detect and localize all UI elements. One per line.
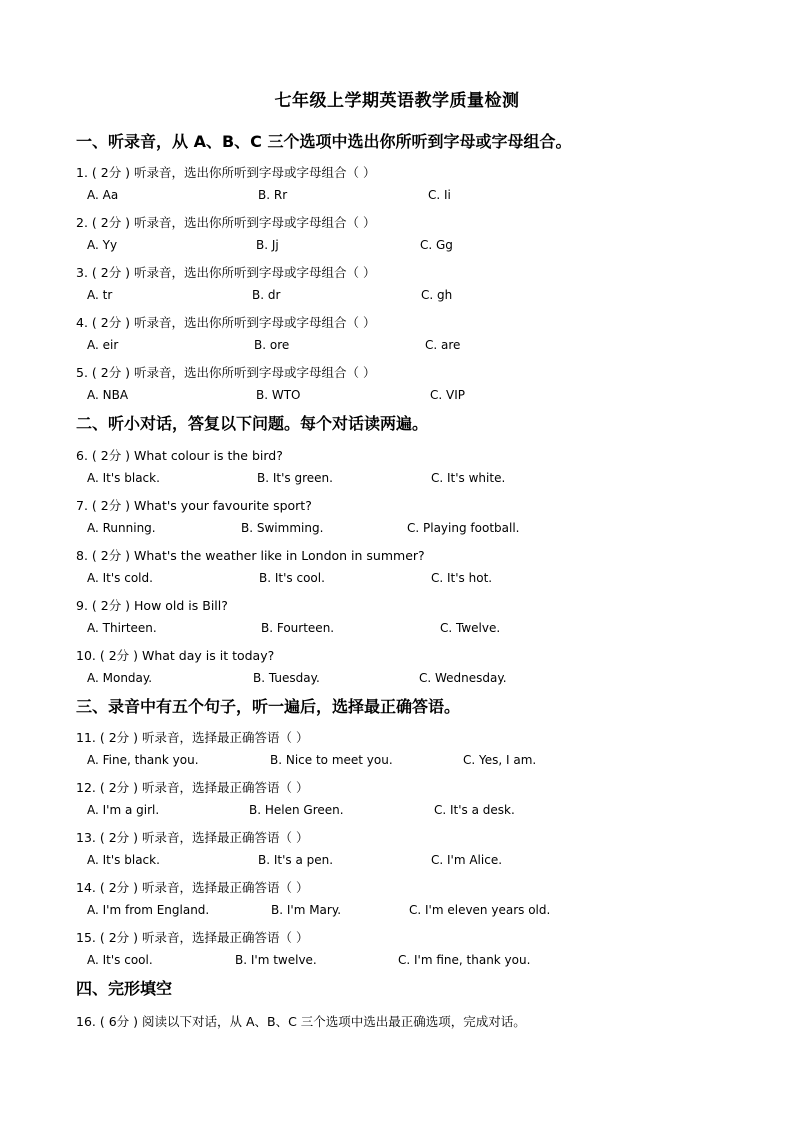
option-10b: B. Tuesday. xyxy=(253,671,320,685)
option-6a: A. It's black. xyxy=(87,471,160,485)
option-2b: B. Jj xyxy=(256,238,279,252)
section-heading-2: 二、听小对话，答复以下问题。每个对话读两遍。 xyxy=(76,414,429,433)
question-13: 13. ( 2分 ) 听录音，选择最正确答语（ ） xyxy=(76,830,309,845)
option-15c: C. I'm fine, thank you. xyxy=(398,953,531,967)
option-7b: B. Swimming. xyxy=(241,521,324,535)
option-11b: B. Nice to meet you. xyxy=(270,753,393,767)
option-12a: A. I'm a girl. xyxy=(87,803,160,817)
section-heading-4: 四、完形填空 xyxy=(76,979,173,998)
question-9: 9. ( 2分 ) How old is Bill? xyxy=(76,598,228,613)
question-6: 6. ( 2分 ) What colour is the bird? xyxy=(76,448,283,463)
option-1b: B. Rr xyxy=(258,188,288,202)
question-15: 15. ( 2分 ) 听录音，选择最正确答语（ ） xyxy=(76,930,309,945)
option-6c: C. It's white. xyxy=(431,471,506,485)
option-3a: A. tr xyxy=(87,288,113,302)
option-13c: C. I'm Alice. xyxy=(431,853,503,867)
question-14: 14. ( 2分 ) 听录音，选择最正确答语（ ） xyxy=(76,880,309,895)
option-9c: C. Twelve. xyxy=(440,621,501,635)
option-8a: A. It's cold. xyxy=(87,571,153,585)
page-title: 七年级上学期英语教学质量检测 xyxy=(274,91,520,111)
option-9a: A. Thirteen. xyxy=(87,621,157,635)
question-11: 11. ( 2分 ) 听录音，选择最正确答语（ ） xyxy=(76,730,309,745)
option-4a: A. eir xyxy=(87,338,119,352)
option-10a: A. Monday. xyxy=(87,671,153,685)
option-6b: B. It's green. xyxy=(257,471,333,485)
option-14c: C. I'm eleven years old. xyxy=(409,903,551,917)
option-13b: B. It's a pen. xyxy=(258,853,334,867)
option-12b: B. Helen Green. xyxy=(249,803,344,817)
option-3c: C. gh xyxy=(421,288,453,302)
option-14b: B. I'm Mary. xyxy=(271,903,342,917)
question-2: 2. ( 2分 ) 听录音，选出你所听到字母或字母组合（ ） xyxy=(76,215,376,230)
option-5b: B. WTO xyxy=(256,388,301,402)
section-heading-3: 三、录音中有五个句子，听一遍后，选择最正确答语。 xyxy=(76,697,461,716)
option-10c: C. Wednesday. xyxy=(419,671,507,685)
question-8: 8. ( 2分 ) What's the weather like in London in summer? xyxy=(76,548,425,563)
option-11c: C. Yes, I am. xyxy=(463,753,537,767)
question-3: 3. ( 2分 ) 听录音，选出你所听到字母或字母组合（ ） xyxy=(76,265,376,280)
section-heading-1: 一、听录音，从 A、B、C 三个选项中选出你所听到字母或字母组合。 xyxy=(76,132,572,151)
question-4: 4. ( 2分 ) 听录音，选出你所听到字母或字母组合（ ） xyxy=(76,315,376,330)
question-7: 7. ( 2分 ) What's your favourite sport? xyxy=(76,498,312,513)
option-2c: C. Gg xyxy=(420,238,453,252)
option-8c: C. It's hot. xyxy=(431,571,493,585)
question-12: 12. ( 2分 ) 听录音，选择最正确答语（ ） xyxy=(76,780,309,795)
option-2a: A. Yy xyxy=(87,238,118,252)
option-4c: C. are xyxy=(425,338,461,352)
question-10: 10. ( 2分 ) What day is it today? xyxy=(76,648,275,663)
option-13a: A. It's black. xyxy=(87,853,160,867)
option-14a: A. I'm from England. xyxy=(87,903,210,917)
question-16: 16. ( 6分 ) 阅读以下对话，从 A、B、C 三个选项中选出最正确选项，完成对话。 xyxy=(76,1014,526,1029)
option-15b: B. I'm twelve. xyxy=(235,953,317,967)
option-7c: C. Playing football. xyxy=(407,521,520,535)
option-4b: B. ore xyxy=(254,338,290,352)
option-1c: C. Ii xyxy=(428,188,451,202)
option-9b: B. Fourteen. xyxy=(261,621,335,635)
option-12c: C. It's a desk. xyxy=(434,803,515,817)
option-5c: C. VIP xyxy=(430,388,465,402)
option-11a: A. Fine, thank you. xyxy=(87,753,199,767)
option-3b: B. dr xyxy=(252,288,281,302)
option-15a: A. It's cool. xyxy=(87,953,153,967)
option-5a: A. NBA xyxy=(87,388,129,402)
option-8b: B. It's cool. xyxy=(259,571,325,585)
option-7a: A. Running. xyxy=(87,521,156,535)
question-1: 1. ( 2分 ) 听录音，选出你所听到字母或字母组合（ ） xyxy=(76,165,376,180)
option-1a: A. Aa xyxy=(87,188,119,202)
question-5: 5. ( 2分 ) 听录音，选出你所听到字母或字母组合（ ） xyxy=(76,365,376,380)
